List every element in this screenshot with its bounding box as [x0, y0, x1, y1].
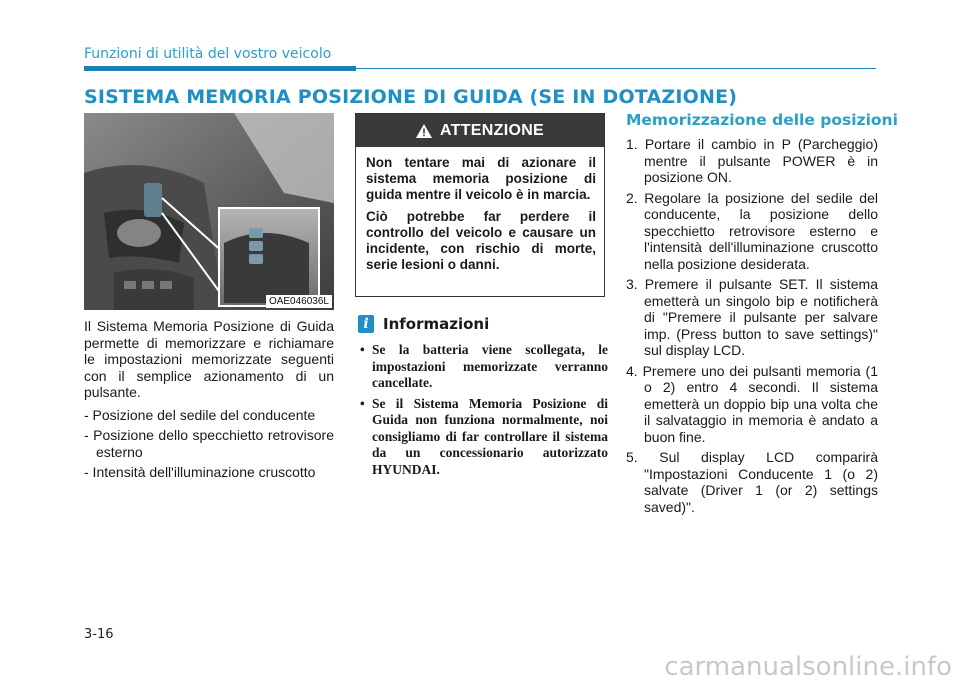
procedure-step: 1. Portare il cambio in P (Parcheggio) mentre il pulsante POWER è in posizione ON. [626, 136, 878, 185]
warning-header [356, 114, 604, 147]
warning-triangle-icon [416, 124, 432, 138]
procedure-step: 3. Premere il pulsante SET. Il sistema emetterà un singolo bip e notificherà di "Premere il pulsante per salvare imp. (Press button to save settings)" sul display LCD. [626, 276, 878, 358]
info-title: Informazioni [383, 315, 490, 333]
info-icon: i [358, 315, 374, 333]
intro-text [84, 318, 334, 485]
procedure-step: 5. Sul display LCD comparirà "Impostazioni Conducente 1 (o 2) salvate (Driver 1 (or 2) settings saved)". [626, 449, 878, 515]
procedure-step: 2. Regolare la posizione del sedile del conducente, la posizione dello specchietto retrovisore esterno e l'intensità dell'illuminazione cruscotto nella posizione desiderata. [626, 189, 878, 272]
image-code: OAE046036L [266, 295, 332, 308]
page-number: 3-16 [84, 627, 114, 642]
warning-label: ATTENZIONE [439, 121, 545, 139]
info-box [358, 314, 608, 482]
warning-body [356, 147, 604, 273]
door-memory-buttons-photo [84, 113, 334, 310]
procedure-steps [626, 136, 878, 519]
intro-paragraph: Il Sistema Memoria Posizione di Guida permette di memorizzare e richiamare le impostazioni memorizzate seguenti con il semplice azionamento di un pulsante. [84, 318, 334, 400]
watermark: carmanualsonline.info [664, 652, 952, 682]
section-header-title: Funzioni di utilità del vostro veicolo [84, 46, 332, 62]
procedure-title: Memorizzazione delle posizioni [626, 111, 898, 129]
warning-paragraph: Ciò potrebbe far perdere il controllo del veicolo e causare un incidente, con rischio di morte, serie lesioni o danni. [366, 209, 596, 272]
door-panel-illustration [84, 113, 334, 310]
info-item: • Se la batteria viene scollegata, le impostazioni memorizzate verranno cancellate. [358, 342, 608, 392]
warning-box [355, 113, 605, 297]
info-list [358, 342, 608, 478]
intro-item: - Posizione dello specchietto retrovisore esterno [84, 427, 334, 460]
intro-item: - Intensità dell'illuminazione cruscotto [84, 464, 316, 480]
procedure-step: 4. Premere uno dei pulsanti memoria (1 o 2) entro 4 secondi. Il sistema emetterà un doppio bip una volta che il salvataggio in memoria è andato a buon fine. [626, 362, 878, 445]
page-title: SISTEMA MEMORIA POSIZIONE DI GUIDA (SE IN DOTAZIONE) [84, 86, 738, 108]
section-header-line [356, 68, 876, 69]
intro-item: - Posizione del sedile del conducente [84, 406, 316, 423]
info-header [358, 314, 608, 334]
info-item: • Se il Sistema Memoria Posizione di Guida non funziona normalmente, noi consigliamo di far controllare il sistema da un concessionario autorizzato HYUNDAI. [358, 396, 608, 479]
warning-paragraph: Non tentare mai di azionare il sistema memoria posizione di guida mentre il veicolo è in marcia. [366, 155, 596, 202]
section-header-bar [84, 66, 356, 71]
